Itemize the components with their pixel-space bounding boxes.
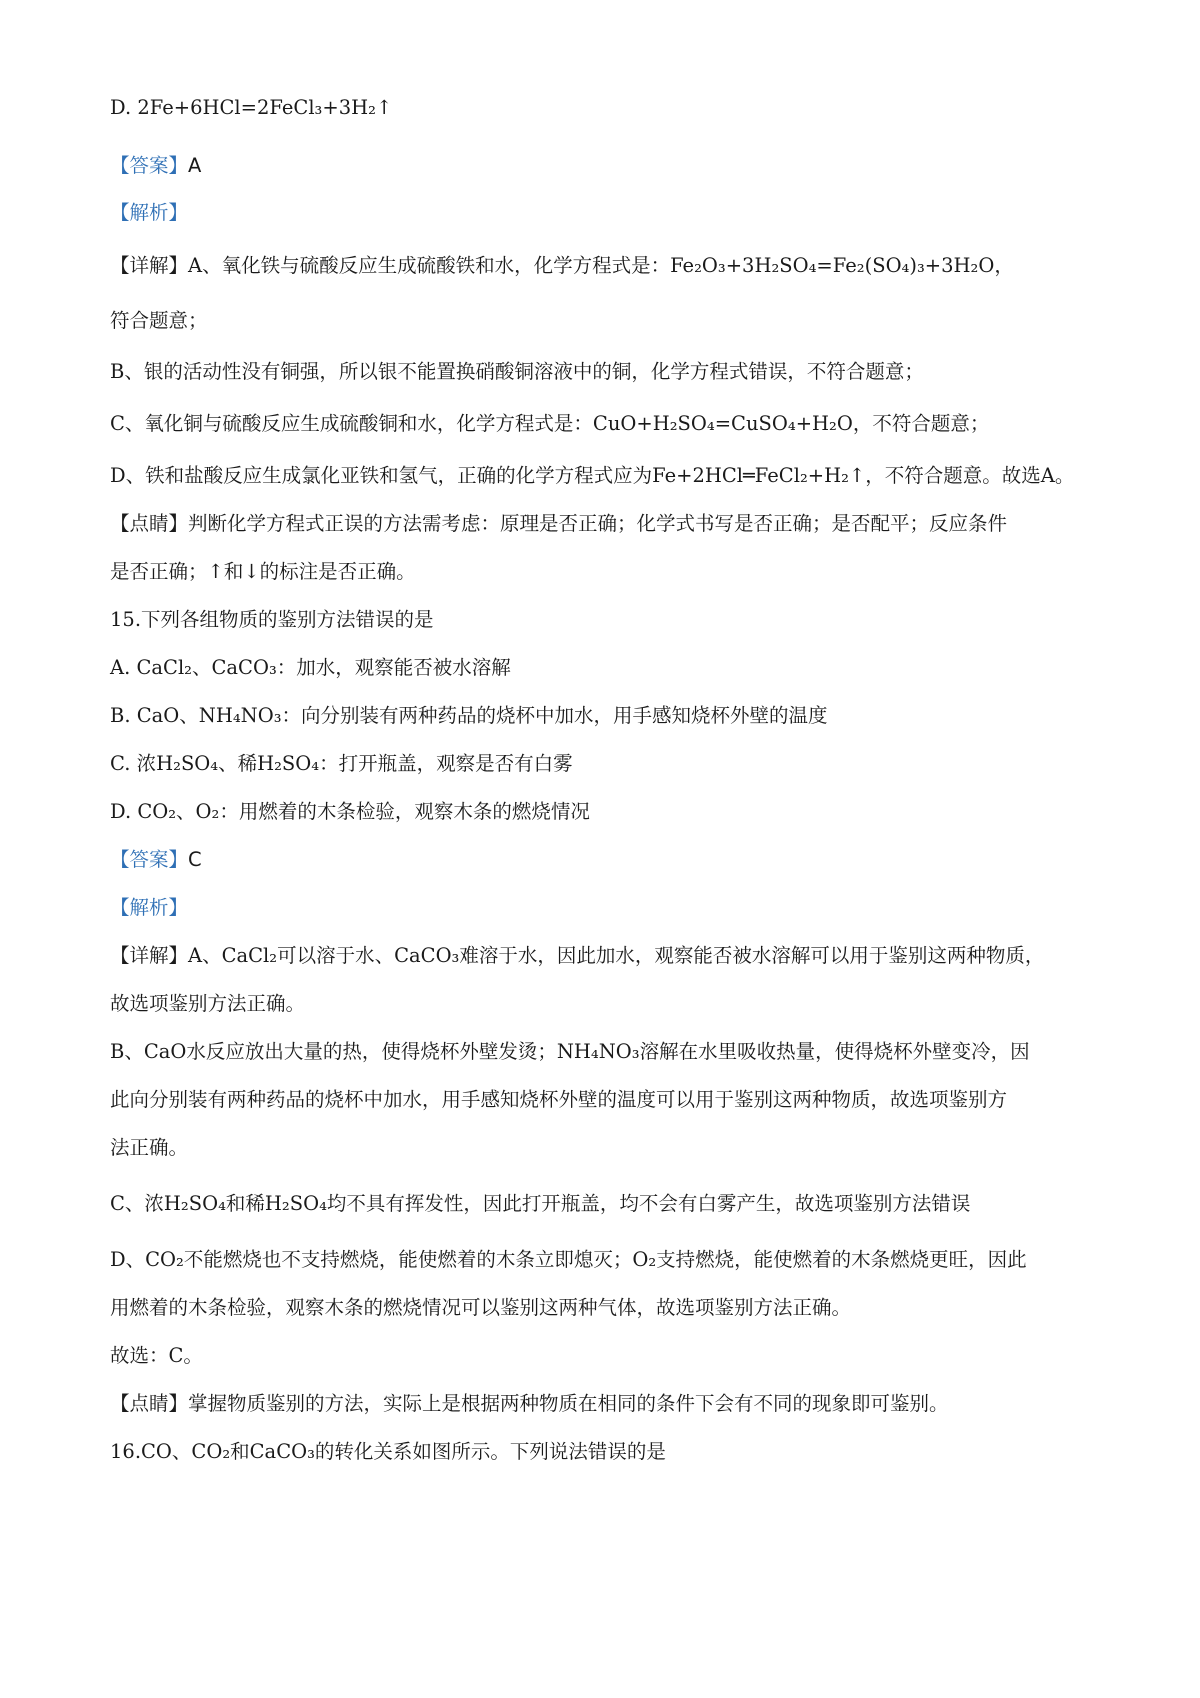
- text-line-l02: [110, 156, 201, 176]
- line-text: 【点睛】判断化学方程式正误的方法需考虑：原理是否正确；化学式书写是否正确；是否配平；反应条件: [110, 512, 1008, 535]
- text-line-l01: [110, 98, 392, 118]
- line-text: B、CaO水反应放出大量的热，使得烧杯外壁发烫；NH₄NO₃溶解在水里吸收热量，使得烧杯外壁变冷，因: [110, 1040, 1030, 1063]
- text-line-l03: [110, 203, 188, 223]
- line-text: 15.下列各组物质的鉴别方法错误的是: [110, 608, 434, 631]
- line-text: B、银的活动性没有铜强，所以银不能置换硝酸铜溶液中的铜，化学方程式错误，不符合题意；: [110, 360, 924, 383]
- text-line-l26: [110, 1346, 203, 1366]
- line-text: 法正确。: [110, 1136, 189, 1159]
- line-text: 【详解】A、CaCl₂可以溶于水、CaCO₃难溶于水，因此加水，观察能否被水溶解可以用于鉴别这两种物质，: [110, 944, 1045, 967]
- section-tag: 【答案】: [110, 154, 189, 177]
- text-line-l19: [110, 994, 305, 1014]
- text-line-l09: [110, 514, 1007, 534]
- text-line-l14: [110, 754, 573, 774]
- line-text: C: [188, 848, 202, 871]
- line-text: 用燃着的木条检验，观察木条的燃烧情况可以鉴别这两种气体，故选项鉴别方法正确。: [110, 1296, 852, 1319]
- text-line-l13: [110, 706, 828, 726]
- line-text: 故选项鉴别方法正确。: [110, 992, 306, 1015]
- line-text: A. CaCl₂、CaCO₃：加水，观察能否被水溶解: [110, 656, 511, 679]
- text-line-l16: [110, 850, 202, 870]
- line-text: C、浓H₂SO₄和稀H₂SO₄均不具有挥发性，因此打开瓶盖，均不会有白雾产生，故选项鉴别方法错误: [110, 1192, 971, 1215]
- text-line-l12: [110, 658, 511, 678]
- text-line-l20: [110, 1042, 1030, 1062]
- text-line-l17: [110, 898, 188, 918]
- line-text: C、氧化铜与硫酸反应生成硫酸铜和水，化学方程式是：CuO+H₂SO₄=CuSO₄+H₂O，不符合题意；: [110, 412, 990, 435]
- section-tag: 【答案】: [110, 848, 189, 871]
- text-line-l25: [110, 1298, 851, 1318]
- text-line-l18: [110, 946, 1044, 966]
- text-line-l21: [110, 1090, 1007, 1110]
- text-line-l05: [110, 311, 208, 331]
- line-text: D、CO₂不能燃烧也不支持燃烧，能使燃着的木条立即熄灭；O₂支持燃烧，能使燃着的木条燃烧更旺，因此: [110, 1248, 1027, 1271]
- line-text: 符合题意；: [110, 309, 208, 332]
- line-text: D. 2Fe+6HCl=2FeCl₃+3H₂↑: [110, 96, 393, 119]
- text-line-l27: [110, 1394, 949, 1414]
- line-text: B. CaO、NH₄NO₃：向分别装有两种药品的烧杯中加水，用手感知烧杯外壁的温度: [110, 704, 828, 727]
- line-text: 故选：C。: [110, 1344, 203, 1367]
- line-text: 【详解】A、氧化铁与硫酸反应生成硫酸铁和水，化学方程式是：Fe₂O₃+3H₂SO₄=Fe₂(SO₄)₃+3H₂O，: [110, 254, 1014, 277]
- text-line-l24: [110, 1250, 1027, 1270]
- text-line-l28: [110, 1442, 666, 1462]
- text-line-l08: [110, 466, 1074, 486]
- text-line-l10: [110, 562, 416, 582]
- text-line-l23: [110, 1194, 970, 1214]
- line-text: 此向分别装有两种药品的烧杯中加水，用手感知烧杯外壁的温度可以用于鉴别这两种物质，故选项鉴别方: [110, 1088, 1008, 1111]
- line-text: 是否正确；↑和↓的标注是否正确。: [110, 560, 416, 583]
- text-line-l07: [110, 414, 989, 434]
- text-line-l06: [110, 362, 924, 382]
- line-text: 16.CO、CO₂和CaCO₃的转化关系如图所示。下列说法错误的是: [110, 1440, 666, 1463]
- section-tag: 【解析】: [110, 201, 189, 224]
- text-line-l22: [110, 1138, 188, 1158]
- line-text: A: [188, 154, 202, 177]
- line-text: C. 浓H₂SO₄、稀H₂SO₄：打开瓶盖，观察是否有白雾: [110, 752, 573, 775]
- line-text: D、铁和盐酸反应生成氯化亚铁和氢气，正确的化学方程式应为Fe+2HCl═FeCl₂+H₂↑，不符合题意。故选A。: [110, 464, 1075, 487]
- section-tag: 【解析】: [110, 896, 189, 919]
- text-line-l11: [110, 610, 434, 630]
- line-text: D. CO₂、O₂：用燃着的木条检验，观察木条的燃烧情况: [110, 800, 590, 823]
- line-text: 【点睛】掌握物质鉴别的方法，实际上是根据两种物质在相同的条件下会有不同的现象即可鉴别。: [110, 1392, 949, 1415]
- text-line-l04: [110, 256, 1014, 276]
- text-line-l15: [110, 802, 590, 822]
